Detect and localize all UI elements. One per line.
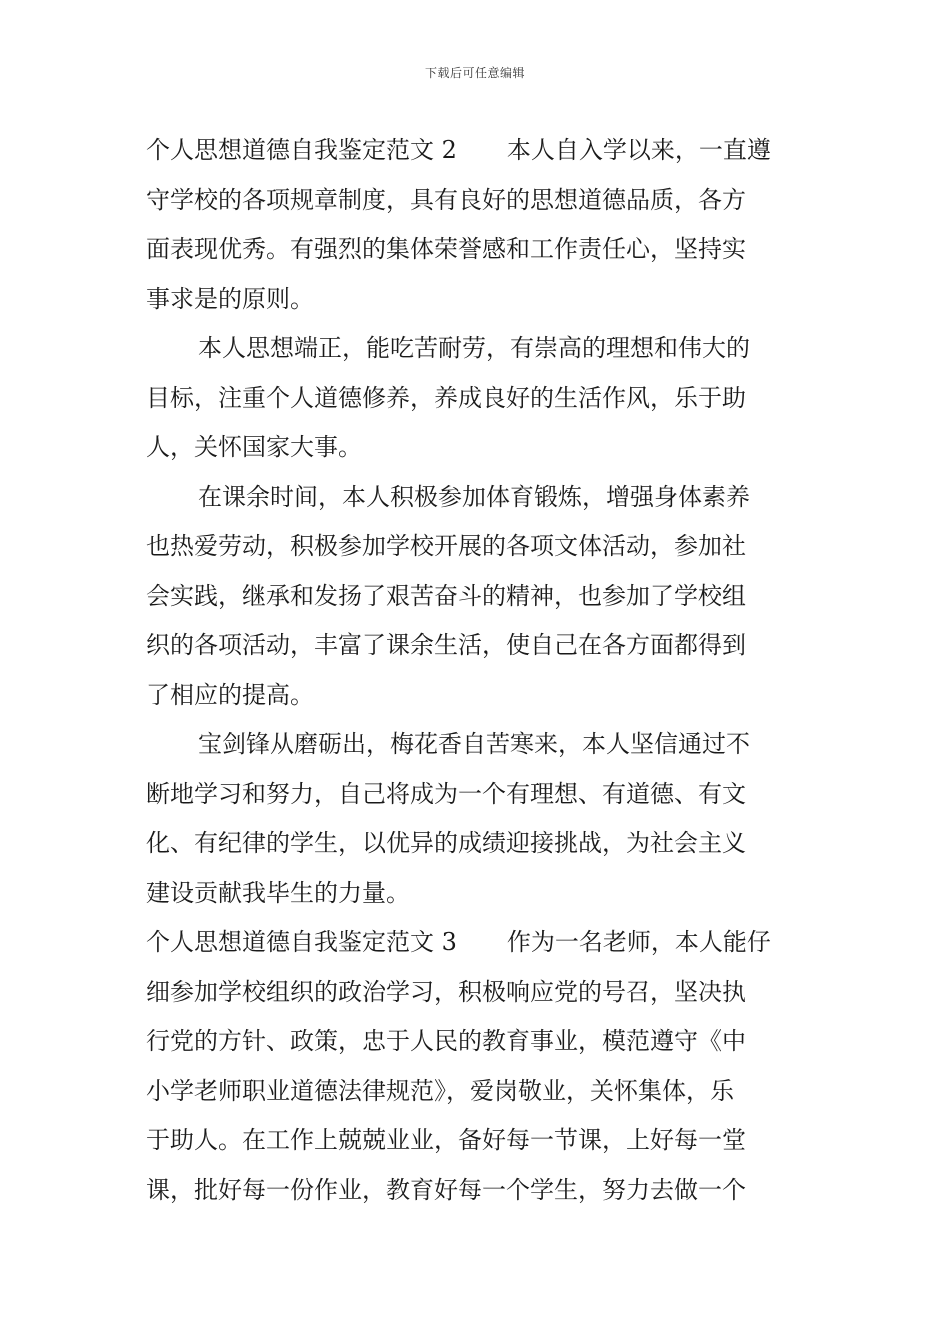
line-text: 也热爱劳动，积极参加学校开展的各项文体活动，参加社	[146, 532, 746, 560]
page-header: 下载后可任意编辑	[424, 66, 525, 80]
line-text: 行党的方针、政策，忠于人民的教育事业，模范遵守《中	[146, 1027, 746, 1055]
text-line	[146, 522, 810, 572]
line-text: 课，批好每一份作业，教育好每一个学生，努力去做一个	[146, 1175, 746, 1204]
text-line	[146, 225, 810, 275]
text-line	[146, 968, 810, 1018]
line-text: 会实践，继承和发扬了艰苦奋斗的精神，也参加了学校组	[146, 581, 746, 610]
text-line	[146, 275, 810, 325]
line-text: 作为一名老师，本人能仔	[506, 928, 771, 956]
line-text: 事求是的原则。	[146, 284, 314, 313]
text-line	[146, 621, 810, 671]
text-line	[146, 671, 810, 721]
line-text: 目标，注重个人道德修养，养成良好的生活作风，乐于助	[146, 383, 746, 412]
text-line	[146, 1166, 810, 1216]
text-line	[146, 770, 810, 820]
section-heading-line	[146, 918, 810, 968]
text-line	[146, 1116, 810, 1166]
line-text: 在课余时间，本人积极参加体育锻炼，增强身体素养	[198, 482, 750, 511]
line-text: 化、有纪律的学生，以优异的成绩迎接挑战，为社会主义	[146, 829, 746, 857]
text-line	[146, 473, 810, 523]
text-line	[146, 819, 810, 869]
text-line	[146, 324, 810, 374]
line-text: 人，关怀国家大事。	[146, 433, 362, 461]
line-text: 于助人。在工作上兢兢业业，备好每一节课，上好每一堂	[146, 1126, 746, 1154]
text-line	[146, 374, 810, 424]
text-line	[146, 176, 810, 226]
line-text: 织的各项活动，丰富了课余生活，使自己在各方面都得到	[146, 631, 746, 659]
section-heading: 个人思想道德自我鉴定范文 3	[146, 928, 457, 956]
line-text: 建设贡献我毕生的力量。	[146, 878, 410, 907]
text-line	[146, 1067, 810, 1117]
line-text: 小学老师职业道德法律规范》，爱岗敬业，关怀集体，乐	[146, 1076, 734, 1105]
text-line	[146, 720, 810, 770]
text-line	[146, 869, 810, 919]
line-text: 细参加学校组织的政治学习，积极响应党的号召，坚决执	[146, 977, 746, 1006]
line-text: 宝剑锋从磨砺出，梅花香自苦寒来，本人坚信通过不	[198, 730, 750, 758]
text-line	[146, 423, 810, 473]
line-text: 面表现优秀。有强烈的集体荣誉感和工作责任心，坚持实	[146, 235, 746, 263]
line-text: 断地学习和努力，自己将成为一个有理想、有道德、有文	[146, 779, 746, 808]
line-text: 了相应的提高。	[146, 680, 314, 709]
text-line	[146, 1017, 810, 1067]
line-text: 守学校的各项规章制度，具有良好的思想道德品质，各方	[146, 185, 746, 214]
line-text: 本人自入学以来，一直遵	[506, 136, 771, 164]
document-body	[146, 126, 810, 1215]
text-line	[146, 572, 810, 622]
section-heading-line	[146, 126, 810, 176]
section-heading: 个人思想道德自我鉴定范文 2	[146, 136, 457, 164]
line-text: 本人思想端正，能吃苦耐劳，有崇高的理想和伟大的	[198, 334, 750, 362]
